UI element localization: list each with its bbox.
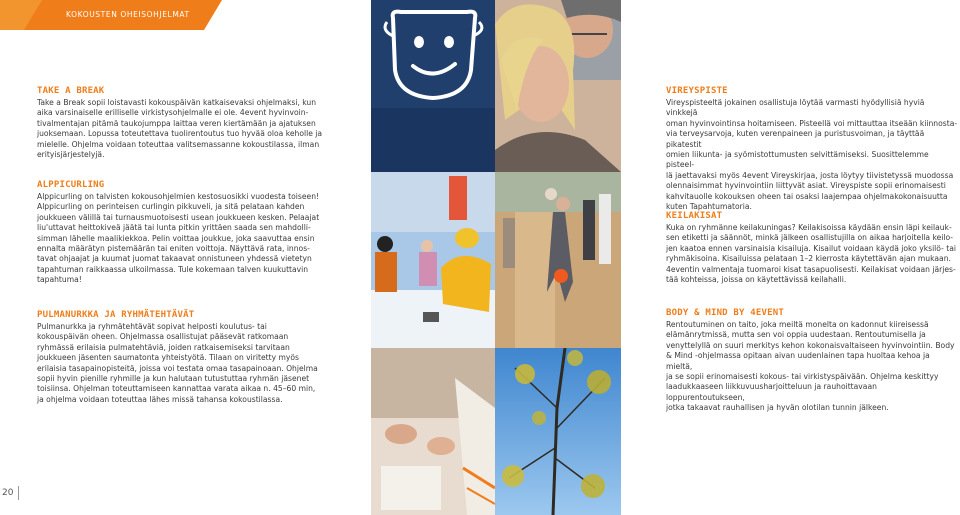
section-body: Kuka on ryhmänne keilakuningas? Keilakisoissa käydään ensin läpi keilauk- sen etiketti ja säännöt, minkä jälkeen osallistujilla on aikaa harjoitella keilo- jen kaatoa ennen varsinaisia kisailuja. Kisailut voidaan käydä joko yksilö- tai ryhmäkisoina. Kisailuissa pelataan 1–2 kierrosta käytettävän ajan mukaan. 4eventin valmentaja tuomaroi kisat tasapuolisesti. Keilakisat voidaan järjes- tää kohteissa, joissa on käytettävissä keilahalli. xyxy=(666,223,956,285)
section-pulmanurkka xyxy=(37,310,367,405)
section-title: BODY & MIND BY 4EVENT xyxy=(666,308,784,318)
section-keilakisat xyxy=(666,211,958,285)
section-body: Rentoutuminen on taito, joka meiltä monelta on kadonnut kiireisessä elämänrytmissä, mutta sen voi oppia uudestaan. Rentoutumisella ja venyttelyllä on suuri merkitys kehon kokonaisvaltaiseen hyvinvointiin. Body & Mind -ohjelmassa opitaan aivan uudenlainen tapa huoltaa kehoa ja mieltä, ja se sopii erinomaisesti kokous- tai virkistyspäivään. Ohjelma keskittyy laadukkaaseen liikkuvuusharjoitteluun ja rauhoittavaan loppurentoutukseen, jotka takaavat rauhallisen ja hyvän olotilan tunnin jälkeen. xyxy=(666,320,955,413)
section-alppicurling xyxy=(37,180,367,286)
bowling-photo xyxy=(495,172,621,348)
alppicurling-photo xyxy=(371,172,495,348)
portrait-photo xyxy=(495,0,621,172)
smiley-drawing-image xyxy=(371,0,495,172)
section-tab-label: KOKOUSTEN OHEISOHJELMAT xyxy=(66,10,190,19)
page-number-divider xyxy=(18,486,19,500)
section-title: KEILAKISAT xyxy=(666,211,723,221)
section-title: VIREYSPISTE xyxy=(666,86,728,96)
photo-collage xyxy=(371,0,621,515)
section-body: Pulmanurkka ja ryhmätehtävät sopivat helposti koulutus- tai kokouspäivän oheen. Ohjelmassa osallistujat pääsevät ratkomaan ryhmässä erilaisia pulmatehtäviä, joiden ratkaisemiseksi tarvitaan joukkueen jäsenten saumatonta yhteistyötä. Tilaan on viritetty myös erilaisia tasapainopisteitä, joissa voi testata omaa tasapainoaan. Ohjelma sopii hyvin pienille ryhmille ja kun halutaan tutustuttaa ryhmän jäsenet toisiinsa. Ohjelman toteuttamiseen kannattaa varata aikaa n. 45–60 min, ja ohjelma voidaan toteuttaa lähes missä tahansa kokoustilassa. xyxy=(37,322,318,404)
section-body: Take a Break sopii loistavasti kokouspäivän katkaisevaksi ohjelmaksi, kun aika varsinaiselle erilliselle virkistysohjelmalle ei ole. 4event hyvinvoin- tivalmentajan pitämä taukojumppa laittaa veren kiertämään ja ajatuksen juoksemaan. Lopussa toteutettava tuolirentoutus tuo hyvää oloa keholle ja mielelle. Ohjelma voidaan toteuttaa valitsemassanne kokoustilassa, ilman erityisjärjestelyjä. xyxy=(37,98,323,160)
section-take-a-break xyxy=(37,86,367,160)
section-body: Alppicurling on talvisten kokousohjelmien kestosuosikki vuodesta toiseen! Alppicurling on perinteisen curlingin pikkuveli, ja sitä pelataan kahden joukkueen välillä tai turnausmuotoisesti usean joukkueen kesken. Pelaajat liu'uttavat heittokiveä jäätä tai lunta pitkin yrittäen saada sen mahdolli- simman lähelle maalikiekkoa. Pelin voittaa joukkue, joka saavuttaa ensin ennalta määrätyn pistemäärän tai eniten voittoja. Näyttävä rata, innos- tavat ohjaajat ja kuumat juomat takaavat onnistuneen yhdessä vietetyn tapahtuman raikkaassa ulkoilmassa. Tule kokemaan talven kuukuttavin tapahtuma! xyxy=(37,192,320,285)
tree-sky-photo xyxy=(495,348,621,515)
page-number: 20 xyxy=(2,488,14,498)
section-title: PULMANURKKA JA RYHMÄTEHTÄVÄT xyxy=(37,310,195,320)
section-body-and-mind xyxy=(666,308,958,414)
section-title: ALPPICURLING xyxy=(37,180,105,190)
puzzle-photo xyxy=(371,348,495,515)
section-vireyspiste xyxy=(666,86,958,212)
section-title: TAKE A BREAK xyxy=(37,86,105,96)
section-tab xyxy=(0,0,222,30)
section-body: Vireyspisteeltä jokainen osallistuja löytää varmasti hyödyllisiä hyviä vinkkejä oman hyvinvointinsa hoitamiseen. Pisteellä voi mittauttaa itseään kiinnosta- via terveysarvoja, kuten verenpaineen ja puristusvoiman, ja täyttää pikatestit omien liikunta- ja syömistottumusten selvittämiseksi. Suosittelemme pisteel- lä jaettavaksi myös 4event Vireyskirjaa, josta löytyy tiivistetyssä muodossa olennaisimmat hyvinvointiin liittyvät asiat. Vireyspiste sopii erinomaisesti kahvitauolle kokouksen oheen tai osaksi laajempaa ohjelmakokonaisuutta kuten Tapahtumatoria. xyxy=(666,98,958,212)
